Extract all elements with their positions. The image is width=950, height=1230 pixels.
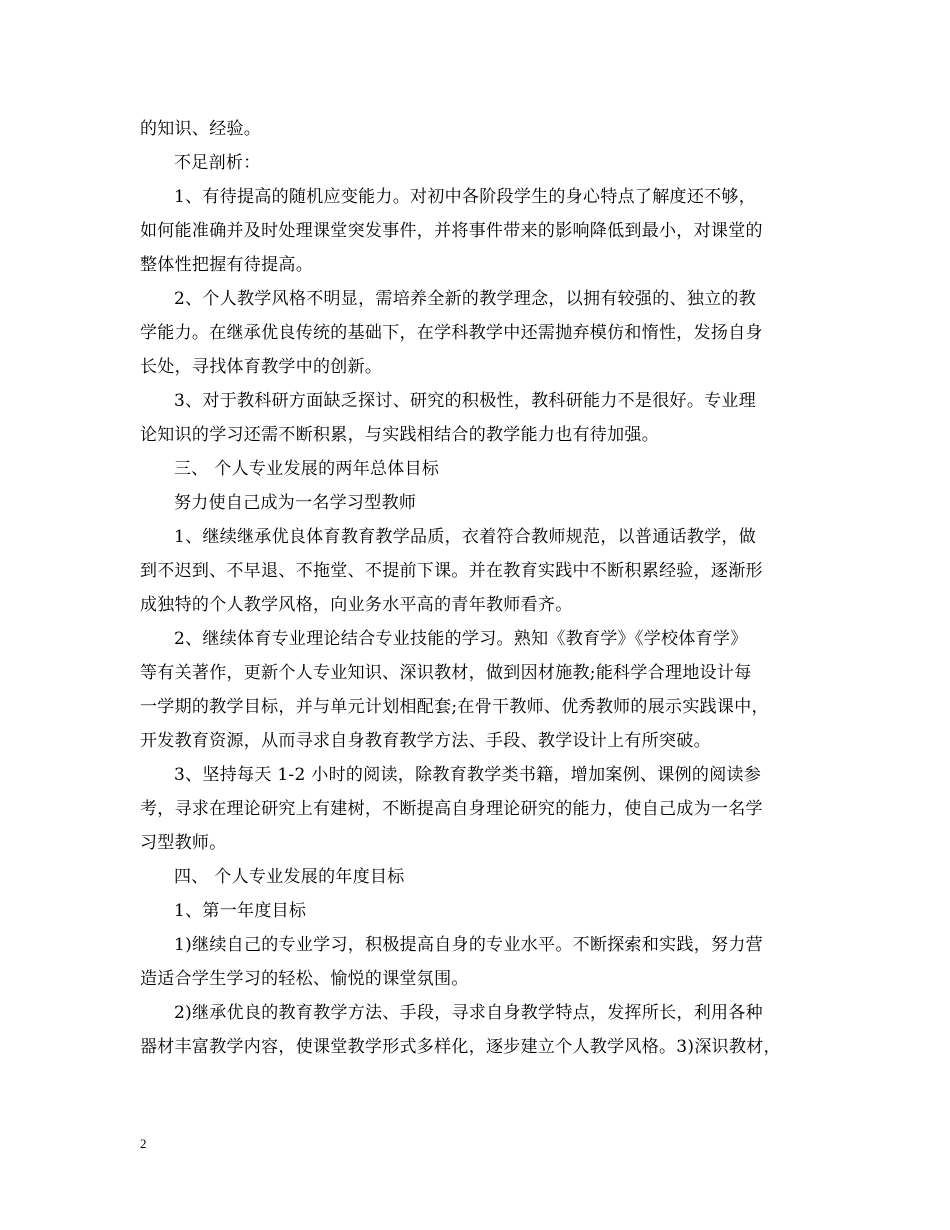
text-line: 1、有待提高的随机应变能力。对初中各阶段学生的身心特点了解度还不够， [174, 187, 757, 207]
text-line: 长处，寻找体育教学中的创新。 [140, 357, 383, 377]
text-line: 如何能准确并及时处理课堂突发事件，并将事件带来的影响降低到最小，对课堂的 [140, 221, 763, 241]
text-line: 的知识、经验。 [140, 119, 262, 139]
section-heading: 四、 个人专业发展的年度目标 [174, 867, 405, 887]
text-line: 造适合学生学习的轻松、愉悦的课堂氛围。 [140, 969, 469, 989]
text-line: 1、继续继承优良体育教育教学品质，衣着符合教师规范，以普通话教学，做 [174, 527, 757, 547]
text-line: 等有关著作，更新个人专业知识、深识教材，做到因材施教;能科学合理地设计每 [140, 663, 752, 683]
text-line: 1)继续自己的专业学习，积极提高自身的专业水平。不断探索和实践，努力营 [174, 935, 763, 955]
text-line: 努力使自己成为一名学习型教师 [174, 493, 417, 513]
subsection-heading: 1、第一年度目标 [174, 901, 307, 921]
text-line: 2)继承优良的教育教学方法、手段，寻求自身教学特点，发挥所长，利用各种 [174, 1003, 763, 1023]
page-number: 2 [140, 1136, 147, 1151]
text-line: 3、坚持每天 1-2 小时的阅读，除教育教学类书籍，增加案例、课例的阅读参 [174, 765, 762, 785]
text-line: 到不迟到、不早退、不拖堂、不提前下课。并在教育实践中不断积累经验，逐渐形 [140, 561, 763, 581]
section-heading: 不足剖析： [174, 153, 261, 173]
text-line: 2、继续体育专业理论结合专业技能的学习。熟知《教育学》《学校体育学》 [174, 629, 748, 649]
text-line: 开发教育资源，从而寻求自身教育教学方法、手段、教学设计上有所突破。 [140, 731, 711, 751]
text-line: 成独特的个人教学风格，向业务水平高的青年教师看齐。 [140, 595, 573, 615]
text-line: 整体性把握有待提高。 [140, 255, 313, 275]
text-line: 考，寻求在理论研究上有建树，不断提高自身理论研究的能力，使自己成为一名学 [140, 799, 763, 819]
text-line: 3、对于教科研方面缺乏探讨、研究的积极性，教科研能力不是很好。专业理 [174, 391, 757, 411]
text-line: 论知识的学习还需不断积累，与实践相结合的教学能力也有待加强。 [140, 425, 659, 445]
section-heading: 三、 个人专业发展的两年总体目标 [174, 459, 440, 479]
text-line: 学能力。在继承优良传统的基础下，在学科教学中还需抛弃模仿和惰性，发扬自身 [140, 323, 763, 343]
text-line: 器材丰富教学内容，使课堂教学形式多样化，逐步建立个人教学风格。3)深识教材， [140, 1037, 781, 1057]
text-line: 一学期的教学目标，并与单元计划相配套;在骨干教师、优秀教师的展示实践课中， [140, 697, 769, 717]
text-line: 习型教师。 [140, 833, 227, 853]
text-line: 2、个人教学风格不明显，需培养全新的教学理念，以拥有较强的、独立的教 [174, 289, 757, 309]
